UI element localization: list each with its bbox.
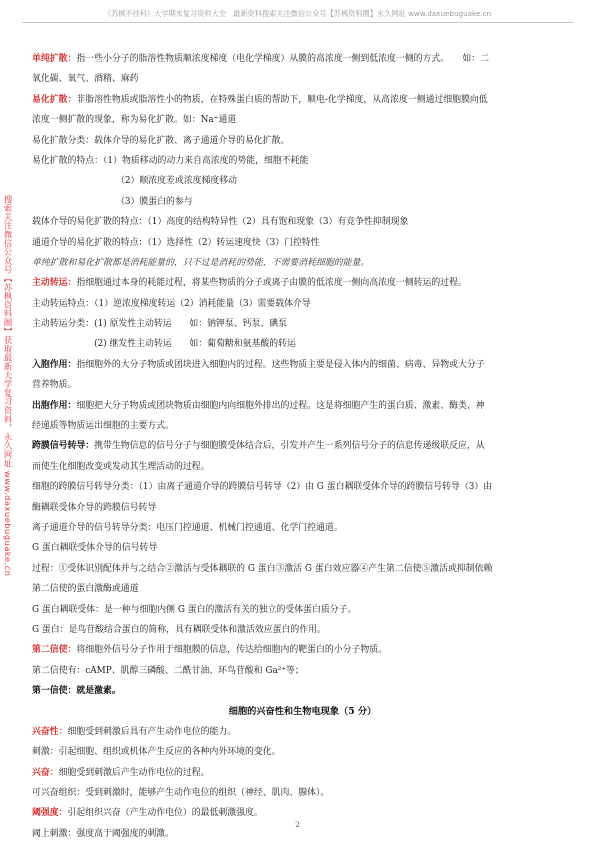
line-text: 细胞把大分子物质或团块物质由细胞内向细胞外排出的过程。这是将细胞产生的蛋白质、激素、酶类、神 [76, 400, 485, 411]
document-body [32, 49, 573, 844]
line-text: 将细胞外信号分子作用于细胞膜的信息，传达给细胞内的靶蛋白的小分子物质。 [76, 645, 387, 656]
text-line [32, 69, 573, 89]
text-line [32, 600, 573, 620]
text-line [32, 620, 573, 640]
text-line [32, 253, 573, 273]
term-keyword: 单纯扩散： [32, 54, 77, 64]
line-text: 营养物质。 [32, 380, 77, 391]
text-line [32, 314, 573, 334]
text-line [32, 49, 573, 69]
line-text: 通道介导的易化扩散的特点：（1）选择性（2）转运速度快（3）门控特性 [32, 237, 320, 248]
line-text: 离子通道介导的信号转导分类：电压门控通道、机械门控通道、化学门控通道。 [32, 522, 343, 533]
text-line [32, 212, 573, 232]
line-text: 浓度一侧扩散的现象，称为易化扩散。如：Na⁺通道 [32, 115, 237, 126]
line-text: （3）膜蛋白的参与 [116, 196, 193, 207]
line-text: 而使生化细胞改变或发动其生理活动的过程。 [32, 461, 210, 472]
text-line [32, 355, 573, 375]
term-bold: 入胞作用： [32, 359, 77, 370]
line-text: 指细胞外的大分子物质或团块进入细胞内的过程。这些物质主要是侵入体内的细菌、病毒、异物或大分子 [76, 359, 485, 370]
text-line [32, 579, 573, 599]
line-text: 第二信使的蛋白激酶或通道 [32, 584, 139, 595]
term-keyword: 主动转运： [32, 278, 77, 289]
line-text: G 蛋白耦联受体介导的信号转导 [32, 543, 158, 554]
line-text: 非脂溶性物质或脂溶性小的物质，在特殊蛋白质的帮助下，顺电-化学梯度，从高浓度一侧通过细胞膜向低 [76, 94, 488, 105]
text-line [32, 436, 573, 456]
section-title-text: 细胞的兴奋性和生物电现象（5 分） [228, 705, 377, 717]
text-line [32, 375, 573, 395]
line-text: 引起组织兴奋（产生动作电位）的最低刺激强度。 [67, 808, 263, 819]
text-line [32, 294, 573, 314]
term-keyword: 第二信使： [32, 645, 77, 656]
term-keyword: 兴奋性： [32, 726, 68, 737]
line-text: 携带生物信息的信号分子与细胞膜受体结合后，引发并产生一系列信号分子的信息传递级联反应，从 [94, 441, 485, 452]
header-divider [22, 22, 573, 23]
text-line [32, 273, 573, 293]
text-line [32, 783, 573, 803]
text-line [32, 742, 573, 762]
text-line [32, 416, 573, 436]
line-text: 刺激：引起细胞、组织或机体产生反应的各种内外环境的变化。 [32, 747, 281, 758]
term-keyword: 阈强度： [32, 808, 68, 819]
line-text: 载体介导的易化扩散的特点：（1）高度的结构特异性（2）具有饱和现象（3）有竞争性抑制现象 [32, 217, 409, 228]
line-text: 易化扩散的特点：（1）物质移动的动力来自高浓度的势能，细胞不耗能 [32, 155, 309, 166]
line-text: 酶耦联受体介导的跨膜信号转导 [32, 502, 157, 513]
line-text: 主动转运分类：(1) 原发性主动转运 如：钠钾泵、钙泵、碘泵 [32, 319, 288, 330]
text-line [32, 90, 573, 110]
text-line [32, 661, 573, 681]
text-line [32, 763, 573, 783]
line-text: 经递质等物质运出细胞的主要方式。 [32, 421, 174, 432]
term-bold: 第一信使：就是激素。 [32, 686, 121, 697]
line-text: 阈上刺激：强度高于阈强度的刺激。 [32, 828, 174, 839]
line-text: 细胞的跨膜信号转导分类：（1）由离子通道介导的跨膜信号转导（2）由 G 蛋白耦联受体介导的跨膜信号转导（3）由 [32, 482, 493, 493]
page-number: 2 [295, 820, 300, 829]
text-line [32, 151, 573, 171]
line-text: 细胞受到刺激后产生动作电位的过程。 [58, 767, 210, 778]
line-text: 单纯扩散和易化扩散都是消耗能量的，只不过是消耗的势能，不需要消耗细胞的能量。 [32, 257, 370, 268]
text-line [32, 722, 573, 742]
text-line [32, 681, 573, 701]
line-text: 氧化碳、氧气、酒精、麻药 [32, 74, 139, 85]
text-line [32, 171, 573, 191]
text-line [32, 457, 573, 477]
text-line [32, 518, 573, 538]
text-line [32, 192, 573, 212]
text-line [32, 131, 573, 151]
term-keyword: 兴奋： [32, 767, 59, 778]
line-text: 过程：①受体识别配体并与之结合②激活与受体耦联的 G 蛋白③激活 G 蛋白效应器④产生第二信使⑤激活或抑制依赖 [32, 563, 493, 574]
line-text: 指一些小分子的脂溶性物质顺浓度梯度（电化学梯度）从膜的高浓度一侧到低浓度一侧的方式。 如：二 [76, 54, 490, 64]
text-line [32, 110, 573, 130]
line-text: 第二信使有：cAMP、肌醇三磷酸、二酰甘油、环鸟苷酸和 Ga²⁺等； [32, 665, 304, 676]
line-text: 可兴奋组织：受到刺激时，能够产生动作电位的组织（神经、肌肉、腺体）。 [32, 788, 330, 799]
term-keyword: 易化扩散： [32, 94, 77, 105]
side-watermark: 搜索关注微信公众号【苏枫资料圈】获取最新大学复习资料，永久网址 www.daxuebuguake.cn [3, 195, 13, 577]
text-line [32, 559, 573, 579]
text-line [32, 498, 573, 518]
line-text: G 蛋白耦联受体：是一种与细胞内侧 G 蛋白的激活有关的独立的受体蛋白质分子。 [32, 604, 357, 615]
term-bold: 跨膜信号转导： [32, 441, 95, 452]
line-text: 细胞受到刺激后具有产生动作电位的能力。 [67, 726, 237, 737]
text-line [32, 477, 573, 497]
line-text: (2) 继发性主动转运 如：葡萄糖和氨基酸的转运 [32, 339, 296, 350]
line-text: （2）顺浓度差或浓度梯度移动 [116, 176, 238, 187]
text-line [32, 538, 573, 558]
page-header: 《苏枫不挂科》大学期末复习资料大全 最新资料搜索关注微信公众号【苏枫资料圈】永久网址 www.daxuebuguake.cn [103, 9, 492, 18]
text-line [32, 396, 573, 416]
term-bold: 出胞作用： [32, 400, 77, 411]
section-title [32, 702, 573, 722]
line-text: 指细胞通过本身的耗能过程，将某些物质的分子或离子由膜的低浓度一侧向高浓度一侧转运的过程。 [76, 278, 467, 289]
line-text: 易化扩散分类：载体介导的易化扩散、离子通道介导的易化扩散。 [32, 135, 290, 146]
text-line [32, 334, 573, 354]
text-line [32, 233, 573, 253]
text-line [32, 640, 573, 660]
line-text: G 蛋白：是鸟苷酸结合蛋白的简称，具有耦联受体和激活效应蛋白的作用。 [32, 624, 326, 635]
line-text: 主动转运特点：（1）逆浓度梯度转运（2）消耗能量（3）需要载体介导 [32, 298, 311, 309]
